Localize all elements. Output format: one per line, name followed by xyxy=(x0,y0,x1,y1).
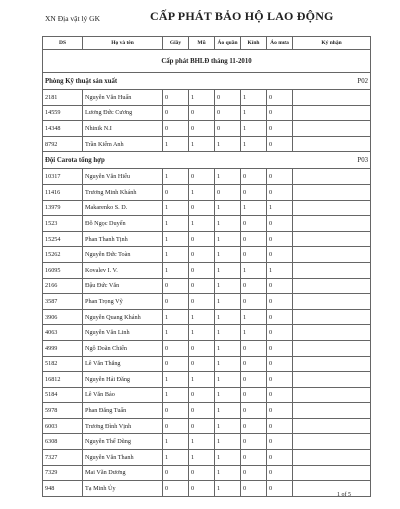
employee-name-cell: Lương Đức Cương xyxy=(83,105,163,121)
signature-cell xyxy=(293,340,371,356)
page-title: CẤP PHÁT BẢO HỘ LAO ĐỘNG xyxy=(150,9,334,23)
quantity-cell: 1 xyxy=(215,372,241,388)
quantity-cell: 0 xyxy=(267,481,293,497)
quantity-cell: 1 xyxy=(215,340,241,356)
table-row xyxy=(43,340,371,356)
signature-cell xyxy=(293,450,371,466)
quantity-cell: 0 xyxy=(241,372,267,388)
signature-cell xyxy=(293,387,371,403)
quantity-cell: 0 xyxy=(189,200,215,216)
table-row xyxy=(43,200,371,216)
quantity-cell: 1 xyxy=(241,90,267,106)
signature-cell xyxy=(293,184,371,200)
employee-name-cell: Nguyễn Văn Hiếu xyxy=(83,169,163,185)
quantity-cell: 0 xyxy=(241,247,267,263)
quantity-cell: 0 xyxy=(215,121,241,137)
quantity-cell: 1 xyxy=(267,262,293,278)
quantity-cell: 1 xyxy=(163,325,189,341)
signature-cell xyxy=(293,169,371,185)
signature-cell xyxy=(293,294,371,310)
employee-id-cell: 5184 xyxy=(43,387,83,403)
organization-name: XN Địa vật lý GK xyxy=(45,14,100,23)
table-row xyxy=(43,387,371,403)
quantity-cell: 1 xyxy=(189,372,215,388)
quantity-cell: 1 xyxy=(189,184,215,200)
employee-id-cell: 7327 xyxy=(43,450,83,466)
quantity-cell: 0 xyxy=(267,450,293,466)
employee-id-cell: 11416 xyxy=(43,184,83,200)
group-header xyxy=(43,152,371,169)
quantity-cell: 0 xyxy=(267,309,293,325)
quantity-cell: 1 xyxy=(163,247,189,263)
quantity-cell: 1 xyxy=(189,136,215,152)
quantity-cell: 1 xyxy=(163,372,189,388)
quantity-cell: 1 xyxy=(215,262,241,278)
quantity-cell: 1 xyxy=(215,200,241,216)
quantity-cell: 1 xyxy=(215,403,241,419)
employee-name-cell: Makarenko S. D. xyxy=(83,200,163,216)
quantity-cell: 1 xyxy=(163,434,189,450)
employee-id-cell: 7329 xyxy=(43,465,83,481)
column-header: Kính xyxy=(241,37,267,50)
quantity-cell: 0 xyxy=(241,294,267,310)
employee-id-cell: 16812 xyxy=(43,372,83,388)
quantity-cell: 1 xyxy=(163,136,189,152)
quantity-cell: 0 xyxy=(163,340,189,356)
signature-cell xyxy=(293,356,371,372)
employee-id-cell: 3587 xyxy=(43,294,83,310)
column-header: Áo quần xyxy=(215,37,241,50)
table-row xyxy=(43,372,371,388)
table-row xyxy=(43,294,371,310)
employee-name-cell: Nguyễn Đức Toàn xyxy=(83,247,163,263)
quantity-cell: 1 xyxy=(241,309,267,325)
column-header: DS xyxy=(43,37,83,50)
employee-id-cell: 10317 xyxy=(43,169,83,185)
quantity-cell: 1 xyxy=(215,294,241,310)
quantity-cell: 0 xyxy=(267,387,293,403)
quantity-cell: 0 xyxy=(163,418,189,434)
group-header-row xyxy=(43,152,371,169)
employee-name-cell: Tạ Minh Ủy xyxy=(83,481,163,497)
quantity-cell: 0 xyxy=(189,278,215,294)
table-header-row xyxy=(43,37,371,50)
employee-name-cell: Lê Văn Bảo xyxy=(83,387,163,403)
quantity-cell: 1 xyxy=(189,216,215,232)
quantity-cell: 1 xyxy=(241,200,267,216)
quantity-cell: 0 xyxy=(189,294,215,310)
employee-name-cell: Phan Trọng Vỹ xyxy=(83,294,163,310)
quantity-cell: 0 xyxy=(241,169,267,185)
quantity-cell: 0 xyxy=(163,184,189,200)
table-row xyxy=(43,403,371,419)
signature-cell xyxy=(293,105,371,121)
table-row xyxy=(43,247,371,263)
quantity-cell: 0 xyxy=(189,169,215,185)
employee-id-cell: 8792 xyxy=(43,136,83,152)
employee-id-cell: 1523 xyxy=(43,216,83,232)
employee-id-cell: 6003 xyxy=(43,418,83,434)
quantity-cell: 1 xyxy=(189,450,215,466)
employee-id-cell: 4999 xyxy=(43,340,83,356)
quantity-cell: 0 xyxy=(267,90,293,106)
table-row xyxy=(43,136,371,152)
employee-id-cell: 6308 xyxy=(43,434,83,450)
quantity-cell: 0 xyxy=(189,403,215,419)
quantity-cell: 0 xyxy=(215,90,241,106)
quantity-cell: 1 xyxy=(215,465,241,481)
signature-cell xyxy=(293,231,371,247)
signature-cell xyxy=(293,121,371,137)
group-name: Đội Carota tổng hợp xyxy=(45,156,105,164)
quantity-cell: 1 xyxy=(241,121,267,137)
quantity-cell: 0 xyxy=(189,340,215,356)
signature-cell xyxy=(293,372,371,388)
employee-name-cell: Đậu Đức Văn xyxy=(83,278,163,294)
employee-name-cell: Nguyễn Hải Đăng xyxy=(83,372,163,388)
allocation-table xyxy=(42,36,371,497)
quantity-cell: 0 xyxy=(189,105,215,121)
employee-id-cell: 15254 xyxy=(43,231,83,247)
signature-cell xyxy=(293,325,371,341)
employee-id-cell: 948 xyxy=(43,481,83,497)
group-name: Phòng Kỹ thuật sản xuất xyxy=(45,77,118,85)
table-row xyxy=(43,216,371,232)
signature-cell xyxy=(293,216,371,232)
employee-id-cell: 2181 xyxy=(43,90,83,106)
quantity-cell: 0 xyxy=(189,387,215,403)
quantity-cell: 1 xyxy=(215,434,241,450)
employee-name-cell: Nguyễn Văn Thanh xyxy=(83,450,163,466)
table-subtitle: Cấp phát BHLĐ tháng 11-2010 xyxy=(43,50,371,73)
group-code: P02 xyxy=(357,77,368,85)
table-row xyxy=(43,262,371,278)
group-code: P03 xyxy=(357,156,368,164)
quantity-cell: 0 xyxy=(163,356,189,372)
quantity-cell: 1 xyxy=(215,278,241,294)
quantity-cell: 0 xyxy=(267,294,293,310)
quantity-cell: 0 xyxy=(163,278,189,294)
signature-cell xyxy=(293,403,371,419)
quantity-cell: 0 xyxy=(241,434,267,450)
group-header xyxy=(43,73,371,90)
table-row xyxy=(43,278,371,294)
quantity-cell: 0 xyxy=(267,434,293,450)
quantity-cell: 0 xyxy=(241,278,267,294)
quantity-cell: 0 xyxy=(241,231,267,247)
quantity-cell: 1 xyxy=(215,136,241,152)
quantity-cell: 1 xyxy=(215,387,241,403)
table-row xyxy=(43,465,371,481)
signature-cell xyxy=(293,434,371,450)
table-row xyxy=(43,356,371,372)
quantity-cell: 0 xyxy=(267,105,293,121)
column-header: Mũ xyxy=(189,37,215,50)
employee-id-cell: 14559 xyxy=(43,105,83,121)
quantity-cell: 0 xyxy=(163,121,189,137)
employee-name-cell: Nguyễn Văn Huấn xyxy=(83,90,163,106)
employee-name-cell: Trương Đình Vịnh xyxy=(83,418,163,434)
quantity-cell: 0 xyxy=(267,372,293,388)
employee-name-cell: Mai Văn Dương xyxy=(83,465,163,481)
quantity-cell: 0 xyxy=(267,465,293,481)
table-row xyxy=(43,309,371,325)
employee-name-cell: Nguyễn Văn Linh xyxy=(83,325,163,341)
table-row xyxy=(43,231,371,247)
employee-id-cell: 3906 xyxy=(43,309,83,325)
table-row xyxy=(43,184,371,200)
group-header-row xyxy=(43,73,371,90)
quantity-cell: 0 xyxy=(267,169,293,185)
quantity-cell: 0 xyxy=(267,403,293,419)
quantity-cell: 0 xyxy=(215,184,241,200)
employee-id-cell: 13979 xyxy=(43,200,83,216)
quantity-cell: 0 xyxy=(267,418,293,434)
quantity-cell: 0 xyxy=(163,481,189,497)
quantity-cell: 0 xyxy=(267,184,293,200)
quantity-cell: 1 xyxy=(163,216,189,232)
employee-name-cell: Phan Đăng Tuấn xyxy=(83,403,163,419)
table-row xyxy=(43,105,371,121)
quantity-cell: 1 xyxy=(215,356,241,372)
quantity-cell: 0 xyxy=(163,105,189,121)
table-row xyxy=(43,418,371,434)
employee-name-cell: Nguyễn Quang Khánh xyxy=(83,309,163,325)
quantity-cell: 1 xyxy=(189,434,215,450)
column-header: Giầy xyxy=(163,37,189,50)
table-row xyxy=(43,481,371,497)
employee-id-cell: 2166 xyxy=(43,278,83,294)
signature-cell xyxy=(293,465,371,481)
signature-cell xyxy=(293,200,371,216)
quantity-cell: 0 xyxy=(189,418,215,434)
employee-name-cell: Trần Kiếm Anh xyxy=(83,136,163,152)
table-row xyxy=(43,90,371,106)
quantity-cell: 0 xyxy=(267,325,293,341)
quantity-cell: 0 xyxy=(267,136,293,152)
table-row xyxy=(43,434,371,450)
quantity-cell: 1 xyxy=(163,262,189,278)
table-row xyxy=(43,450,371,466)
signature-cell xyxy=(293,309,371,325)
quantity-cell: 0 xyxy=(215,105,241,121)
quantity-cell: 1 xyxy=(215,216,241,232)
quantity-cell: 1 xyxy=(241,105,267,121)
column-header: Áo mưa xyxy=(267,37,293,50)
quantity-cell: 1 xyxy=(163,169,189,185)
signature-cell xyxy=(293,247,371,263)
quantity-cell: 0 xyxy=(241,403,267,419)
quantity-cell: 1 xyxy=(215,418,241,434)
quantity-cell: 0 xyxy=(267,216,293,232)
quantity-cell: 0 xyxy=(267,247,293,263)
table-row xyxy=(43,121,371,137)
employee-name-cell: Ngô Doãn Chiến xyxy=(83,340,163,356)
signature-cell xyxy=(293,262,371,278)
column-header: Ký nhận xyxy=(293,37,371,50)
quantity-cell: 1 xyxy=(189,90,215,106)
quantity-cell: 0 xyxy=(163,465,189,481)
quantity-cell: 0 xyxy=(189,247,215,263)
table-subtitle-row xyxy=(43,50,371,73)
quantity-cell: 1 xyxy=(215,231,241,247)
quantity-cell: 0 xyxy=(241,340,267,356)
employee-id-cell: 4063 xyxy=(43,325,83,341)
quantity-cell: 0 xyxy=(189,356,215,372)
quantity-cell: 0 xyxy=(241,387,267,403)
column-header: Họ và tên xyxy=(83,37,163,50)
quantity-cell: 1 xyxy=(215,309,241,325)
quantity-cell: 0 xyxy=(267,340,293,356)
quantity-cell: 0 xyxy=(189,262,215,278)
quantity-cell: 1 xyxy=(163,200,189,216)
quantity-cell: 1 xyxy=(163,309,189,325)
quantity-cell: 1 xyxy=(189,325,215,341)
quantity-cell: 0 xyxy=(163,294,189,310)
table-body xyxy=(43,50,371,497)
quantity-cell: 1 xyxy=(163,387,189,403)
quantity-cell: 1 xyxy=(215,169,241,185)
employee-name-cell: Lê Văn Thắng xyxy=(83,356,163,372)
quantity-cell: 0 xyxy=(189,121,215,137)
employee-name-cell: Nhinik N.I xyxy=(83,121,163,137)
employee-name-cell: Nguyễn Thế Dũng xyxy=(83,434,163,450)
quantity-cell: 0 xyxy=(241,356,267,372)
quantity-cell: 0 xyxy=(163,403,189,419)
quantity-cell: 0 xyxy=(189,481,215,497)
quantity-cell: 1 xyxy=(241,262,267,278)
quantity-cell: 0 xyxy=(189,465,215,481)
signature-cell xyxy=(293,136,371,152)
employee-id-cell: 5978 xyxy=(43,403,83,419)
quantity-cell: 1 xyxy=(215,325,241,341)
quantity-cell: 0 xyxy=(267,231,293,247)
quantity-cell: 0 xyxy=(267,121,293,137)
quantity-cell: 0 xyxy=(241,450,267,466)
quantity-cell: 0 xyxy=(267,278,293,294)
signature-cell xyxy=(293,481,371,497)
quantity-cell: 0 xyxy=(241,418,267,434)
quantity-cell: 0 xyxy=(241,184,267,200)
quantity-cell: 1 xyxy=(163,231,189,247)
quantity-cell: 0 xyxy=(163,90,189,106)
quantity-cell: 0 xyxy=(241,481,267,497)
table-row xyxy=(43,169,371,185)
quantity-cell: 1 xyxy=(189,309,215,325)
employee-id-cell: 16095 xyxy=(43,262,83,278)
employee-name-cell: Kovalev I. V. xyxy=(83,262,163,278)
employee-name-cell: Phan Thanh Tịnh xyxy=(83,231,163,247)
quantity-cell: 1 xyxy=(215,450,241,466)
table-row xyxy=(43,325,371,341)
employee-name-cell: Trương Minh Khánh xyxy=(83,184,163,200)
quantity-cell: 0 xyxy=(189,231,215,247)
quantity-cell: 1 xyxy=(267,200,293,216)
quantity-cell: 1 xyxy=(241,136,267,152)
employee-id-cell: 14348 xyxy=(43,121,83,137)
quantity-cell: 1 xyxy=(215,247,241,263)
quantity-cell: 0 xyxy=(267,356,293,372)
quantity-cell: 0 xyxy=(241,465,267,481)
signature-cell xyxy=(293,90,371,106)
signature-cell xyxy=(293,278,371,294)
employee-id-cell: 5182 xyxy=(43,356,83,372)
employee-id-cell: 15262 xyxy=(43,247,83,263)
quantity-cell: 1 xyxy=(163,450,189,466)
employee-name-cell: Đỗ Ngọc Duyến xyxy=(83,216,163,232)
signature-cell xyxy=(293,418,371,434)
quantity-cell: 1 xyxy=(241,325,267,341)
quantity-cell: 0 xyxy=(241,216,267,232)
quantity-cell: 1 xyxy=(215,481,241,497)
page-number: 1 of 5 xyxy=(337,492,351,498)
